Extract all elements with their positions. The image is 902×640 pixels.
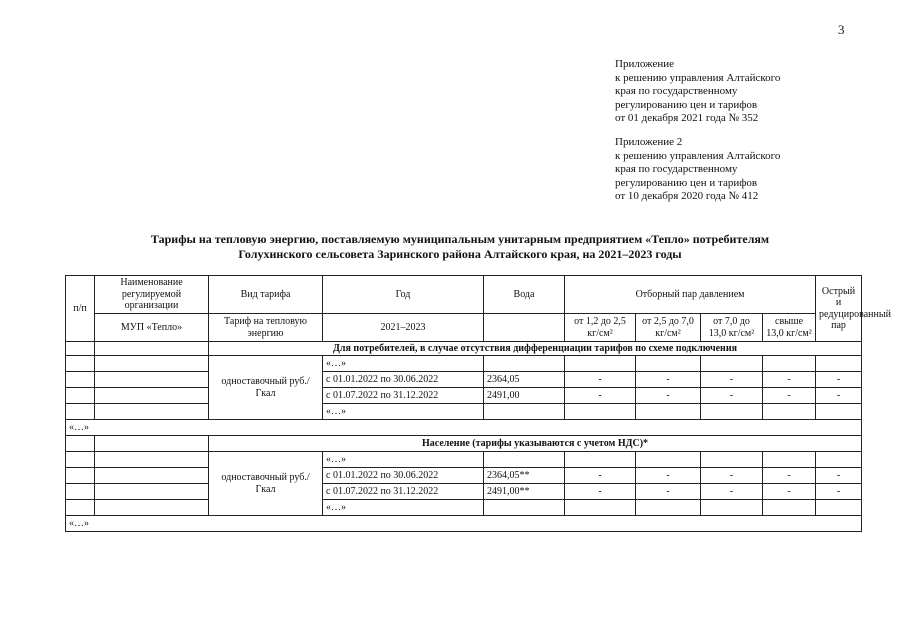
section-2-ellipsis-bottom: «…»: [323, 500, 484, 516]
section-2-period-1: с 01.01.2022 по 30.06.2022: [323, 468, 484, 484]
section-1-title-row: [66, 342, 862, 356]
table-org-row: [66, 314, 862, 342]
header-steam-3: от 7,0 до 13,0 кг/см²: [701, 314, 763, 342]
dash-cell: -: [816, 372, 862, 388]
dash-cell: -: [816, 468, 862, 484]
document-title-line-2: Голухинского сельсовета Заринского района Алтайского края, на 2021–2023 годы: [238, 247, 682, 261]
dash-cell: -: [816, 388, 862, 404]
table-row: [66, 468, 862, 484]
section-2-period-2: с 01.07.2022 по 31.12.2022: [323, 484, 484, 500]
table-row: [66, 484, 862, 500]
table-row: [66, 516, 862, 532]
dash-cell: -: [816, 484, 862, 500]
dash-cell: -: [565, 388, 636, 404]
section-1-ellipsis-top: «…»: [323, 356, 484, 372]
header-steam-2: от 2,5 до 7,0 кг/см²: [636, 314, 701, 342]
org-tariff-type: Тариф на тепловую энергию: [209, 314, 323, 342]
dash-cell: -: [565, 372, 636, 388]
dash-cell: -: [636, 484, 701, 500]
table-row: [66, 388, 862, 404]
dash-cell: -: [763, 484, 816, 500]
ellipsis-mid: «…»: [66, 420, 862, 436]
document-title-line-1: Тарифы на тепловую энергию, поставляемую муниципальным унитарным предприятием «Тепло» потребителям: [150, 232, 770, 246]
section-1-period-1: с 01.01.2022 по 30.06.2022: [323, 372, 484, 388]
annex-1-line: регулированию цен и тарифов: [615, 98, 758, 111]
header-steam-1: от 1,2 до 2,5 кг/см²: [565, 314, 636, 342]
table-row: [66, 356, 862, 372]
section-2-title-row: [66, 436, 862, 452]
org-water-empty: [484, 314, 565, 342]
section-2-water-1: 2364,05**: [484, 468, 565, 484]
dash-cell: -: [636, 468, 701, 484]
header-sharp-steam: Острый и редуцированный пар: [816, 276, 862, 342]
dash-cell: -: [763, 468, 816, 484]
org-name: МУП «Тепло»: [95, 314, 209, 342]
dash-cell: -: [565, 468, 636, 484]
section-2-tariff-type: одноставочный руб./Гкал: [209, 452, 323, 516]
header-water: Вода: [484, 276, 565, 314]
section-1-water-1: 2364,05: [484, 372, 565, 388]
header-tariff-type: Вид тарифа: [209, 276, 323, 314]
header-organization: Наименование регулируемой организации: [95, 276, 209, 314]
dash-cell: -: [636, 388, 701, 404]
annex-2-line: от 10 декабря 2020 года № 412: [615, 190, 759, 203]
section-1-water-2: 2491,00: [484, 388, 565, 404]
table-row: [66, 452, 862, 468]
table-row: [66, 420, 862, 436]
ellipsis-end: «…»: [66, 516, 862, 532]
dash-cell: -: [763, 372, 816, 388]
section-1-title: Для потребителей, в случае отсутствия дифференциации тарифов по схеме подключения: [209, 342, 862, 356]
header-selected-steam: Отборный пар давлением: [565, 276, 816, 314]
annex-1-note: [615, 58, 780, 126]
org-year: 2021–2023: [323, 314, 484, 342]
dash-cell: -: [701, 484, 763, 500]
annex-2-line: регулированию цен и тарифов: [615, 176, 758, 189]
annex-1-line: к решению управления Алтайского: [615, 71, 781, 84]
tariff-table: [65, 275, 891, 532]
section-1-period-2: с 01.07.2022 по 31.12.2022: [323, 388, 484, 404]
annex-1-line: Приложение: [615, 58, 675, 70]
annex-2-line: Приложение 2: [615, 136, 683, 148]
section-2-ellipsis-top: «…»: [323, 452, 484, 468]
dash-cell: -: [701, 388, 763, 404]
annex-2-line: края по государственному: [615, 163, 738, 176]
annex-2-note: [615, 136, 780, 204]
section-2-water-2: 2491,00**: [484, 484, 565, 500]
document-title: [60, 232, 860, 262]
header-year: Год: [323, 276, 484, 314]
dash-cell: -: [701, 372, 763, 388]
table-header-row: [66, 276, 862, 314]
table-row: [66, 500, 862, 516]
section-2-title: Население (тарифы указываются с учетом НДС)*: [209, 436, 862, 452]
dash-cell: -: [636, 372, 701, 388]
dash-cell: -: [565, 484, 636, 500]
dash-cell: -: [763, 388, 816, 404]
annex-2-line: к решению управления Алтайского: [615, 149, 781, 162]
table-row: [66, 372, 862, 388]
annex-1-line: от 01 декабря 2021 года № 352: [615, 112, 759, 125]
section-1-tariff-type: одноставочный руб./Гкал: [209, 356, 323, 420]
header-steam-4: свыше 13,0 кг/см²: [763, 314, 816, 342]
header-num: п/п: [66, 276, 95, 342]
table-row: [66, 404, 862, 420]
annex-1-line: края по государственному: [615, 85, 738, 98]
page-number: 3: [838, 22, 845, 37]
section-1-ellipsis-bottom: «…»: [323, 404, 484, 420]
dash-cell: -: [701, 468, 763, 484]
